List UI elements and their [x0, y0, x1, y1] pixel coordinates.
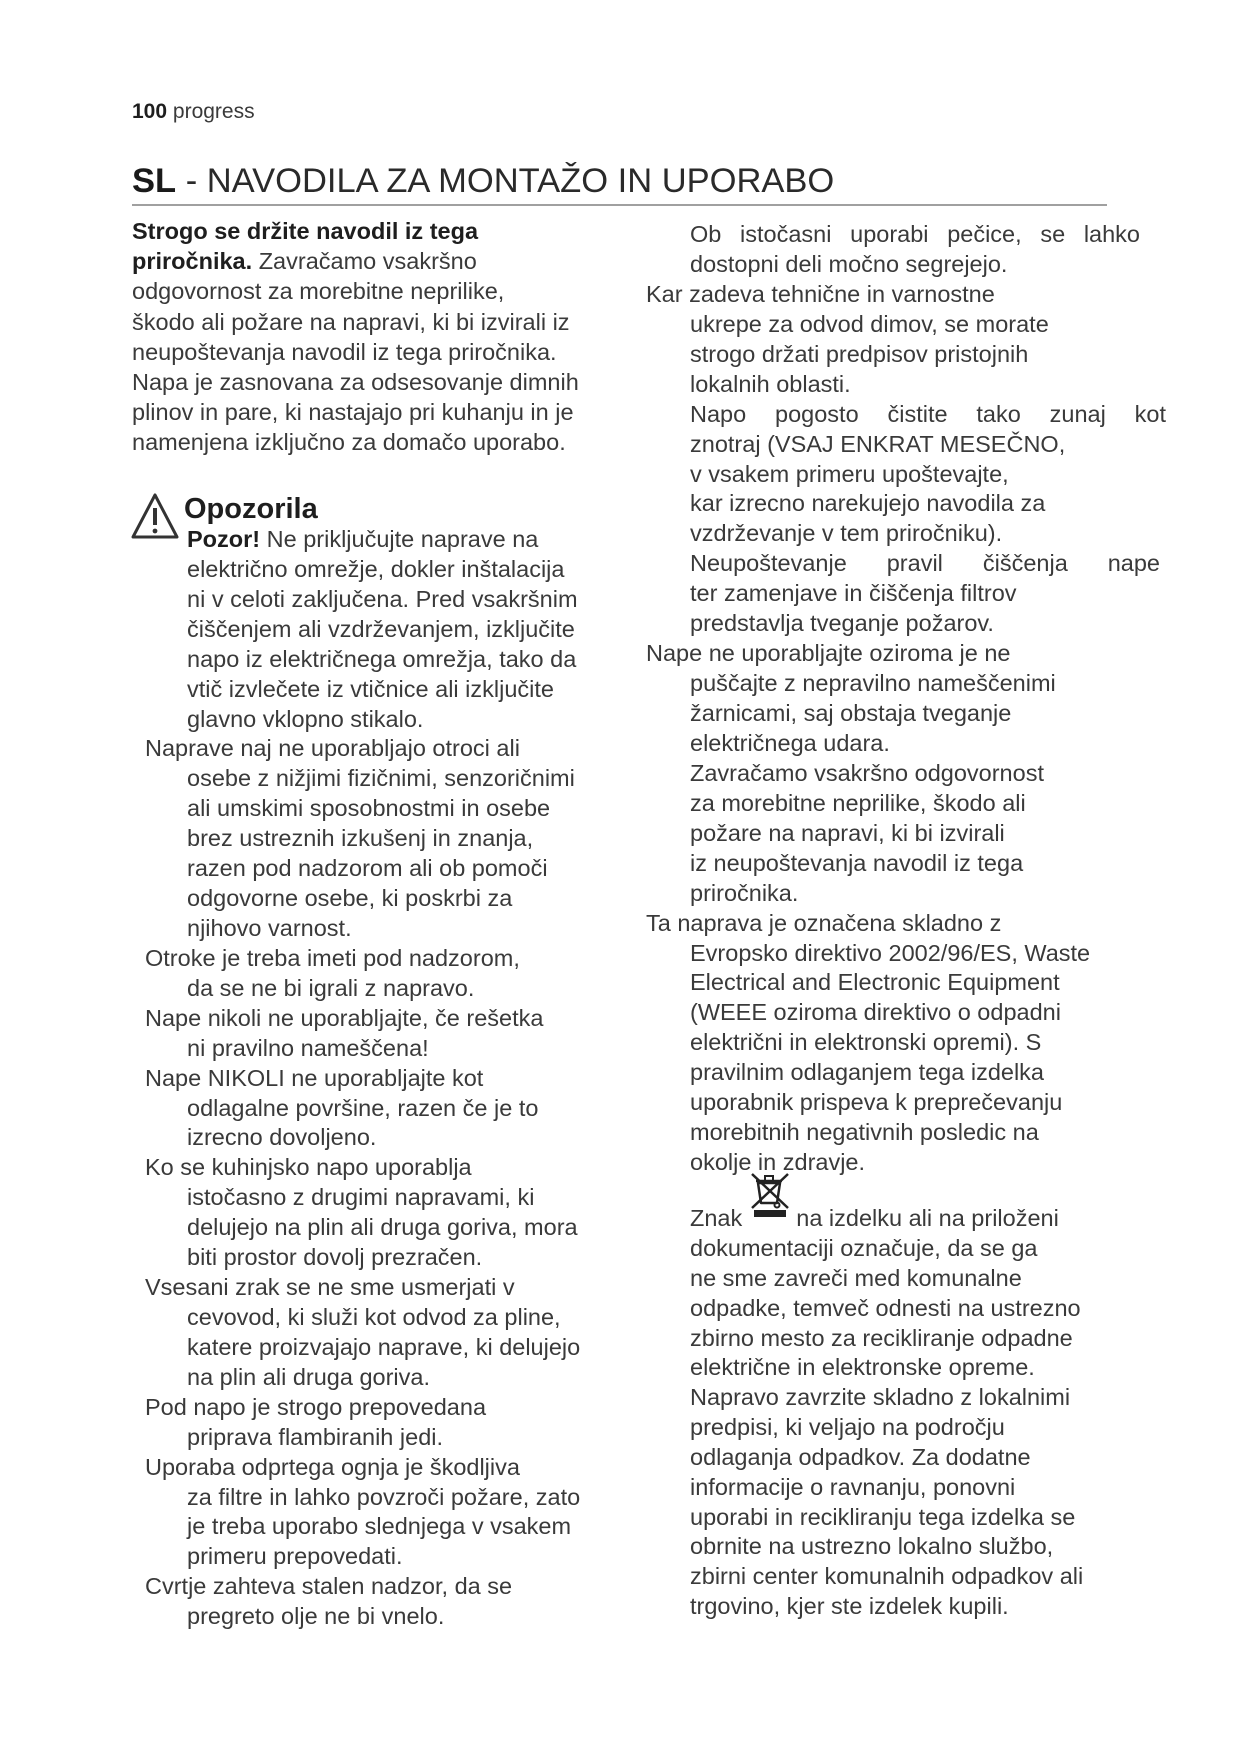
- text-line: neupoštevanja navodil iz tega priročnika.: [132, 338, 557, 365]
- text-line: odpadke, temveč odnesti na ustrezno: [690, 1294, 1081, 1321]
- text-line: električne in elektronske opreme.: [690, 1354, 1035, 1381]
- text-line: Cvrtje zahteva stalen nadzor, da se: [145, 1573, 513, 1600]
- text-line: puščajte z nepravilno nameščenimi: [690, 670, 1056, 697]
- text-line: električno omrežje, dokler inštalacija: [187, 555, 565, 582]
- text-line: trgovino, kjer ste izdelek kupili.: [690, 1593, 1009, 1620]
- text-line: Pod napo je strogo prepovedana: [145, 1393, 487, 1420]
- language-code: SL: [132, 162, 177, 200]
- paragraph: [646, 400, 1166, 550]
- warning-item: [145, 1453, 580, 1573]
- text-line: za filtre in lahko povzroči požare, zato: [187, 1483, 581, 1510]
- text-line: Vsesani zrak se ne sme usmerjati v: [145, 1274, 515, 1301]
- intro-paragraph: [132, 216, 579, 458]
- text-line: Uporaba odprtega ognja je škodljiva: [145, 1453, 520, 1480]
- text-line: znotraj (VSAJ ENKRAT MESEČNO,: [690, 430, 1066, 457]
- text-line: vzdrževanje v tem priročniku).: [690, 520, 1003, 547]
- text-line: (WEEE oziroma direktivo o odpadni: [690, 999, 1061, 1026]
- pozor-label: Pozor!: [187, 526, 261, 552]
- warning-item: [145, 1572, 580, 1632]
- text-line: ter zamenjave in čiščenja filtrov: [690, 580, 1017, 607]
- paragraph: [646, 220, 1166, 280]
- text-line: [132, 216, 579, 246]
- text-line: brez ustreznih izkušenj in znanja,: [187, 825, 534, 852]
- text-line: odgovornost za morebitne neprilike,: [132, 278, 505, 305]
- text-line: ali umskimi sposobnostmi in osebe: [187, 795, 551, 822]
- warning-item: [145, 525, 580, 734]
- text-line: osebe z nižjimi fizičnimi, senzoričnimi: [187, 765, 575, 792]
- text-line: iz neupoštevanja navodil iz tega: [690, 849, 1024, 876]
- text-line: za morebitne neprilike, škodo ali: [690, 789, 1026, 816]
- text-line: dostopni deli močno segrejejo.: [690, 250, 1008, 277]
- text-line: ni v celoti zaključena. Pred vsakršnim: [187, 585, 578, 612]
- text-line: primeru prepovedati.: [187, 1543, 403, 1570]
- page-number: 100: [132, 100, 168, 123]
- text-line: električni in elektronski opremi). S: [690, 1029, 1042, 1056]
- text-line: Evropsko direktivo 2002/96/ES, Waste: [690, 939, 1091, 966]
- text-line: Otroke je treba imeti pod nadzorom,: [145, 944, 520, 971]
- text-line: morebitnih negativnih posledic na: [690, 1119, 1039, 1146]
- text-line: [690, 1204, 1083, 1234]
- text-line: plinov in pare, ki nastajajo pri kuhanju in je: [132, 399, 574, 426]
- text-line: Kar zadeva tehnične in varnostne: [646, 280, 995, 307]
- text-line: zbirni center komunalnih odpadkov ali: [690, 1563, 1084, 1590]
- text-line: odlagalne površine, razen če je to: [187, 1094, 539, 1121]
- text-line: električnega udara.: [690, 729, 890, 756]
- text-line: [132, 246, 579, 276]
- warning-item: [145, 1004, 580, 1064]
- text-line: pravilnim odlaganjem tega izdelka: [690, 1059, 1045, 1086]
- pozor-text: Ne priključujte naprave na: [266, 526, 539, 552]
- weee-prefix: Znak: [690, 1205, 743, 1231]
- text-line: lokalnih oblasti.: [690, 370, 851, 397]
- text-line: namenjena izključno za domačo uporabo.: [132, 429, 566, 456]
- text-line: Napravo zavrzite skladno z lokalnimi: [690, 1384, 1071, 1411]
- right-column: [646, 220, 1166, 1178]
- text-line: vtič izvlečete iz vtičnice ali izključite: [187, 675, 554, 702]
- warnings-list: [145, 525, 580, 1632]
- warning-item: [145, 1064, 580, 1154]
- text-line: ukrepe za odvod dimov, se morate: [690, 310, 1049, 337]
- text-line: odgovorne osebe, ki poskrbi za: [187, 885, 513, 912]
- text-line: Naprave naj ne uporabljajo otroci ali: [145, 735, 520, 762]
- text-line: predstavlja tveganje požarov.: [690, 610, 994, 637]
- warning-item: [145, 734, 580, 943]
- text-line: dokumentaciji označuje, da se ga: [690, 1235, 1038, 1261]
- text-line: uporabi in recikliranju tega izdelka se: [690, 1503, 1076, 1530]
- text-line: Zavračamo vsakršno odgovornost: [690, 759, 1044, 786]
- title-divider: [132, 204, 1107, 206]
- brand-name: progress: [172, 100, 255, 123]
- text-line: Ko se kuhinjsko napo uporablja: [145, 1154, 472, 1181]
- text-line: požare na napravi, ki bi izvirali: [690, 819, 1005, 846]
- paragraph: [646, 759, 1166, 909]
- text-line: škodo ali požare na napravi, ki bi izvirali iz: [132, 308, 570, 335]
- text-line: priprava flambiranih jedi.: [187, 1423, 444, 1450]
- text-line: Ta naprava je označena skladno z: [646, 909, 1002, 936]
- text-line: napo iz električnega omrežja, tako da: [187, 645, 577, 672]
- text-line: Ob istočasni uporabi pečice, se lahko: [690, 221, 1140, 247]
- text-line: Nape ne uporabljajte oziroma je ne: [646, 640, 1011, 667]
- text-line: odlaganja odpadkov. Za dodatne: [690, 1443, 1031, 1470]
- text-line: kar izrecno narekujejo navodila za: [690, 490, 1046, 517]
- paragraph: [646, 549, 1166, 639]
- text-line: Neupoštevanje pravil čiščenja nape: [690, 550, 1160, 577]
- text-line: ne sme zavreči med komunalne: [690, 1264, 1022, 1291]
- paragraph: [646, 639, 1166, 759]
- intro-lead-rest: Zavračamo vsakršno: [258, 248, 477, 275]
- text-line: Napo pogosto čistite tako zunaj kot: [690, 400, 1166, 427]
- text-line: biti prostor dovolj prezračen.: [187, 1244, 483, 1271]
- weee-paragraph: [690, 1204, 1083, 1622]
- text-line: je treba uporabo slednjega v vsakem: [187, 1513, 572, 1540]
- warning-item: [145, 1393, 580, 1453]
- text-line: žarnicami, saj obstaja tveganje: [690, 700, 1012, 726]
- text-line: v vsakem primeru upoštevajte,: [690, 460, 1009, 487]
- text-line: izrecno dovoljeno.: [187, 1124, 377, 1151]
- warning-item: [145, 1273, 580, 1393]
- text-line: katere proizvajajo naprave, ki delujejo: [187, 1333, 581, 1360]
- title-text: - NAVODILA ZA MONTAŽO IN UPORABO: [185, 162, 835, 200]
- text-line: [187, 525, 580, 555]
- text-line: ni pravilno nameščena!: [187, 1034, 429, 1061]
- text-line: na plin ali druga goriva.: [187, 1363, 430, 1390]
- text-line: Napa je zasnovana za odsesovanje dimnih: [132, 369, 579, 396]
- text-line: istočasno z drugimi napravami, ki: [187, 1184, 535, 1211]
- text-line: cevovod, ki služi kot odvod za pline,: [187, 1303, 561, 1330]
- text-line: Nape nikoli ne uporabljajte, če rešetka: [145, 1004, 544, 1031]
- page-title: [132, 160, 834, 202]
- text-line: Nape NIKOLI ne uporabljajte kot: [145, 1064, 484, 1091]
- page-header: [132, 99, 255, 125]
- text-line: Electrical and Electronic Equipment: [690, 969, 1060, 996]
- text-line: predpisi, ki veljajo na področju: [690, 1414, 1005, 1441]
- text-line: priročnika.: [690, 879, 799, 906]
- warnings-heading: Opozorila: [184, 493, 318, 525]
- text-line: uporabnik prispeva k preprečevanju: [690, 1089, 1063, 1116]
- text-line: obrnite na ustrezno lokalno službo,: [690, 1533, 1054, 1560]
- weee-suffix: na izdelku ali na priloženi: [796, 1205, 1059, 1231]
- crossed-out-wheelie-bin-icon: [746, 1204, 794, 1234]
- text-line: delujejo na plin ali druga goriva, mora: [187, 1214, 578, 1241]
- text-line: strogo držati predpisov pristojnih: [690, 340, 1029, 367]
- intro-bold-line: Strogo se držite navodil iz tega: [132, 218, 479, 244]
- text-line: okolje in zdravje.: [690, 1149, 866, 1176]
- text-line: zbirno mesto za recikliranje odpadne: [690, 1324, 1073, 1351]
- paragraph: [646, 909, 1166, 1178]
- text-line: informacije o ravnanju, ponovni: [690, 1473, 1016, 1500]
- warning-item: [145, 1153, 580, 1273]
- text-line: njihovo varnost.: [187, 914, 352, 941]
- text-line: pregreto olje ne bi vnelo.: [187, 1603, 445, 1630]
- text-line: da se ne bi igrali z napravo.: [187, 974, 475, 1001]
- paragraph: [646, 280, 1166, 400]
- text-line: čiščenjem ali vzdrževanjem, izključite: [187, 615, 575, 642]
- text-line: glavno vklopno stikalo.: [187, 705, 424, 732]
- intro-bold-lead: priročnika.: [132, 248, 253, 275]
- text-line: razen pod nadzorom ali ob pomoči: [187, 855, 548, 882]
- warning-item: [145, 944, 580, 1004]
